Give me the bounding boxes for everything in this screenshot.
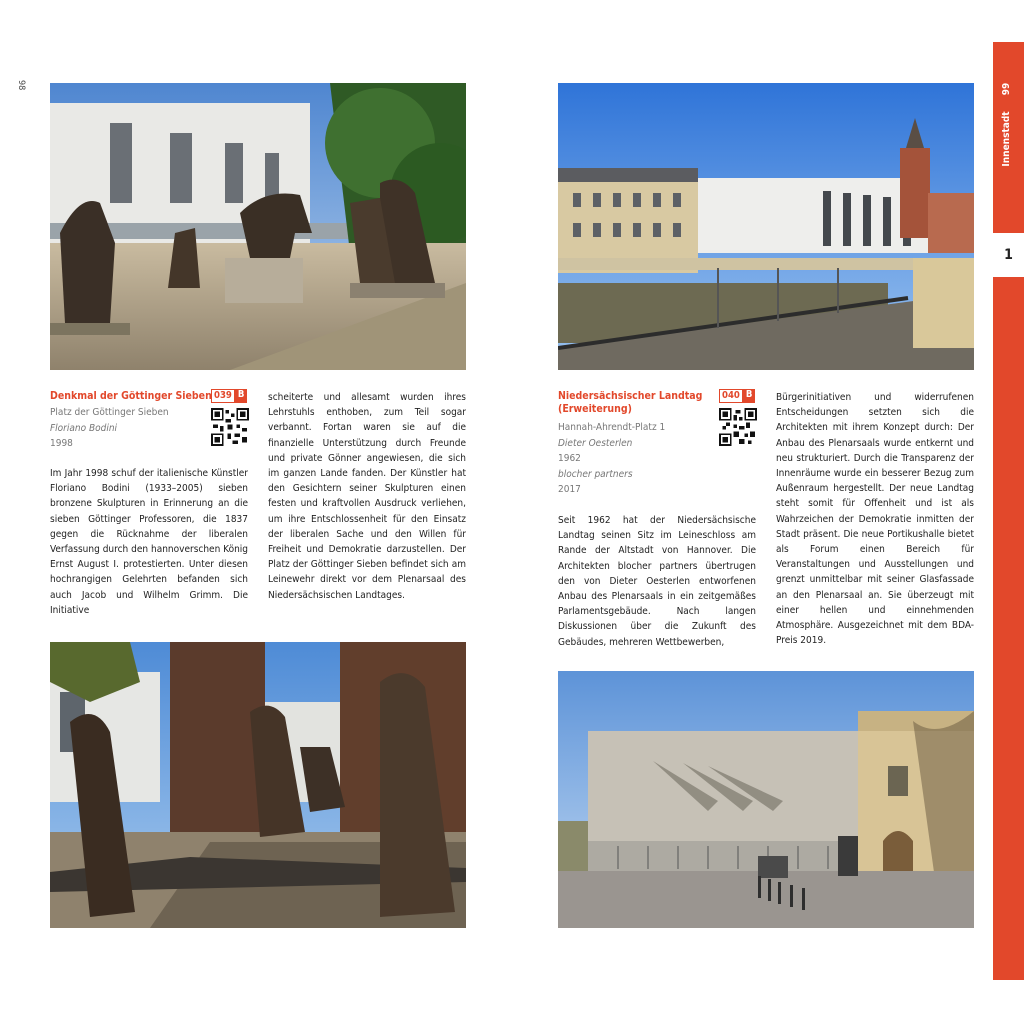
entry-039-year: 1998 <box>50 438 73 449</box>
entry-040-address: Hannah-Ahrendt-Platz 1 <box>558 422 666 433</box>
entry-040-meta <box>558 420 718 498</box>
page-number-left: 98 <box>16 80 26 91</box>
sidebar-band-lower <box>993 277 1024 980</box>
qr-code-039[interactable] <box>211 408 249 446</box>
entry-039-address: Platz der Göttinger Sieben <box>50 407 169 418</box>
entry-040-code-number: 040 <box>719 389 743 403</box>
photo-goettinger-sieben-closeup <box>50 642 466 928</box>
entry-040-code <box>719 389 755 403</box>
entry-040-title-line1: Niedersächsischer Landtag <box>558 390 703 402</box>
entry-039-artist: Floriano Bodini <box>50 422 118 434</box>
entry-039-text-col2: scheiterte und allesamt wurden ihres Lehrstuhls enthoben, zum Teil sogar verbannt. Fortan waren sie auf die finanzielle Unterstützung durch Freunde und private Gönner angewiesen, die sich im ganzen Lande fanden. Der Künstler hat den Gesichtern seiner Skulpturen einen festen und kraftvollen Ausdruck verliehen, um ihre Entschlossenheit für den Einsatz der liberalen Sache und den Willen für Freiheit und Demokratie darzustellen. Der Platz der Göttinger Sieben befindet sich am Leinewehr direkt vor dem Plenarsaal des Niedersächsischen Landtages. <box>268 392 466 601</box>
photo-landtag-river <box>558 83 974 370</box>
entry-039-text-col1: Im Jahr 1998 schuf der italienische Künstler Floriano Bodini (1933–2005) sieben bronzene Skulpturen in Erinnerung an die sieben Göttinger Professoren, die 1837 gegen die Rücknahme der liberalen Verfassung durch den hannoverschen König Ernst August I. protestierten. Unter diesen hochrangigen Gelehrten befanden sich auch Jacob und Wilhelm Grimm. Die Initiative <box>50 468 248 616</box>
sidebar-section-label: Innenstadt <box>1001 111 1012 167</box>
entry-040-code-letter: B <box>743 389 756 403</box>
entry-040-text-col1: Seit 1962 hat der Niedersächsische Landtag seinen Sitz im Leineschloss am Rande der Altstadt von Hannover. Die Architekten blocher partners übertrugen den von Dieter Oesterlen entworfenen Anbau des Plenarsaals in ein zeitgemäßes Parlamentsgebäude. Nach langen Diskussionen über die Zukunft des Gebäudes, mehreren Wettbewerben, <box>558 515 756 648</box>
entry-039-code <box>211 389 247 403</box>
entry-040-year2: 2017 <box>558 484 581 495</box>
photo-goettinger-sieben-square <box>50 83 466 370</box>
entry-040-architect: Dieter Oesterlen <box>558 437 633 449</box>
chapter-tab-number[interactable]: 1 <box>993 233 1024 277</box>
entry-039-meta <box>50 405 210 452</box>
page-number-right: 99 <box>1001 82 1012 96</box>
entry-040-title <box>558 390 708 416</box>
entry-039-title: Denkmal der Göttinger Sieben <box>50 390 212 402</box>
entry-040-text-col2: Bürgerinitiativen und widerrufenen Entscheidungen setzten sich die Architekten mit ihrem Konzept durch: Der Anbau des Plenarsaals wurde entkernt und neu strukturiert. Durch die Transparenz der Innenräume wurde ein besserer Bezug zum Außenraum hergestellt. Der neue Landtag steht somit für Offenheit und ist als Wahrzeichen der Demokratie inmitten der Stadt präsent. Die neue Portikushalle bietet als Forum einen Bereich für Veranstaltungen und Ausstellungen und grenzt unmittelbar mit seiner Glasfassade an den Plenarsaal an. Sie überzeugt mit einer hellen und einnehmenden Atmosphäre. Ausgezeichnet mit dem BDA-Preis 2019. <box>776 392 974 647</box>
qr-code-040[interactable] <box>719 408 757 446</box>
entry-040-title-line2: (Erweiterung) <box>558 403 632 415</box>
entry-039-code-letter: B <box>235 389 248 403</box>
entry-040-year1: 1962 <box>558 453 581 464</box>
entry-039-code-number: 039 <box>211 389 235 403</box>
entry-040-architect2: blocher partners <box>558 468 633 480</box>
photo-landtag-facade <box>558 671 974 928</box>
